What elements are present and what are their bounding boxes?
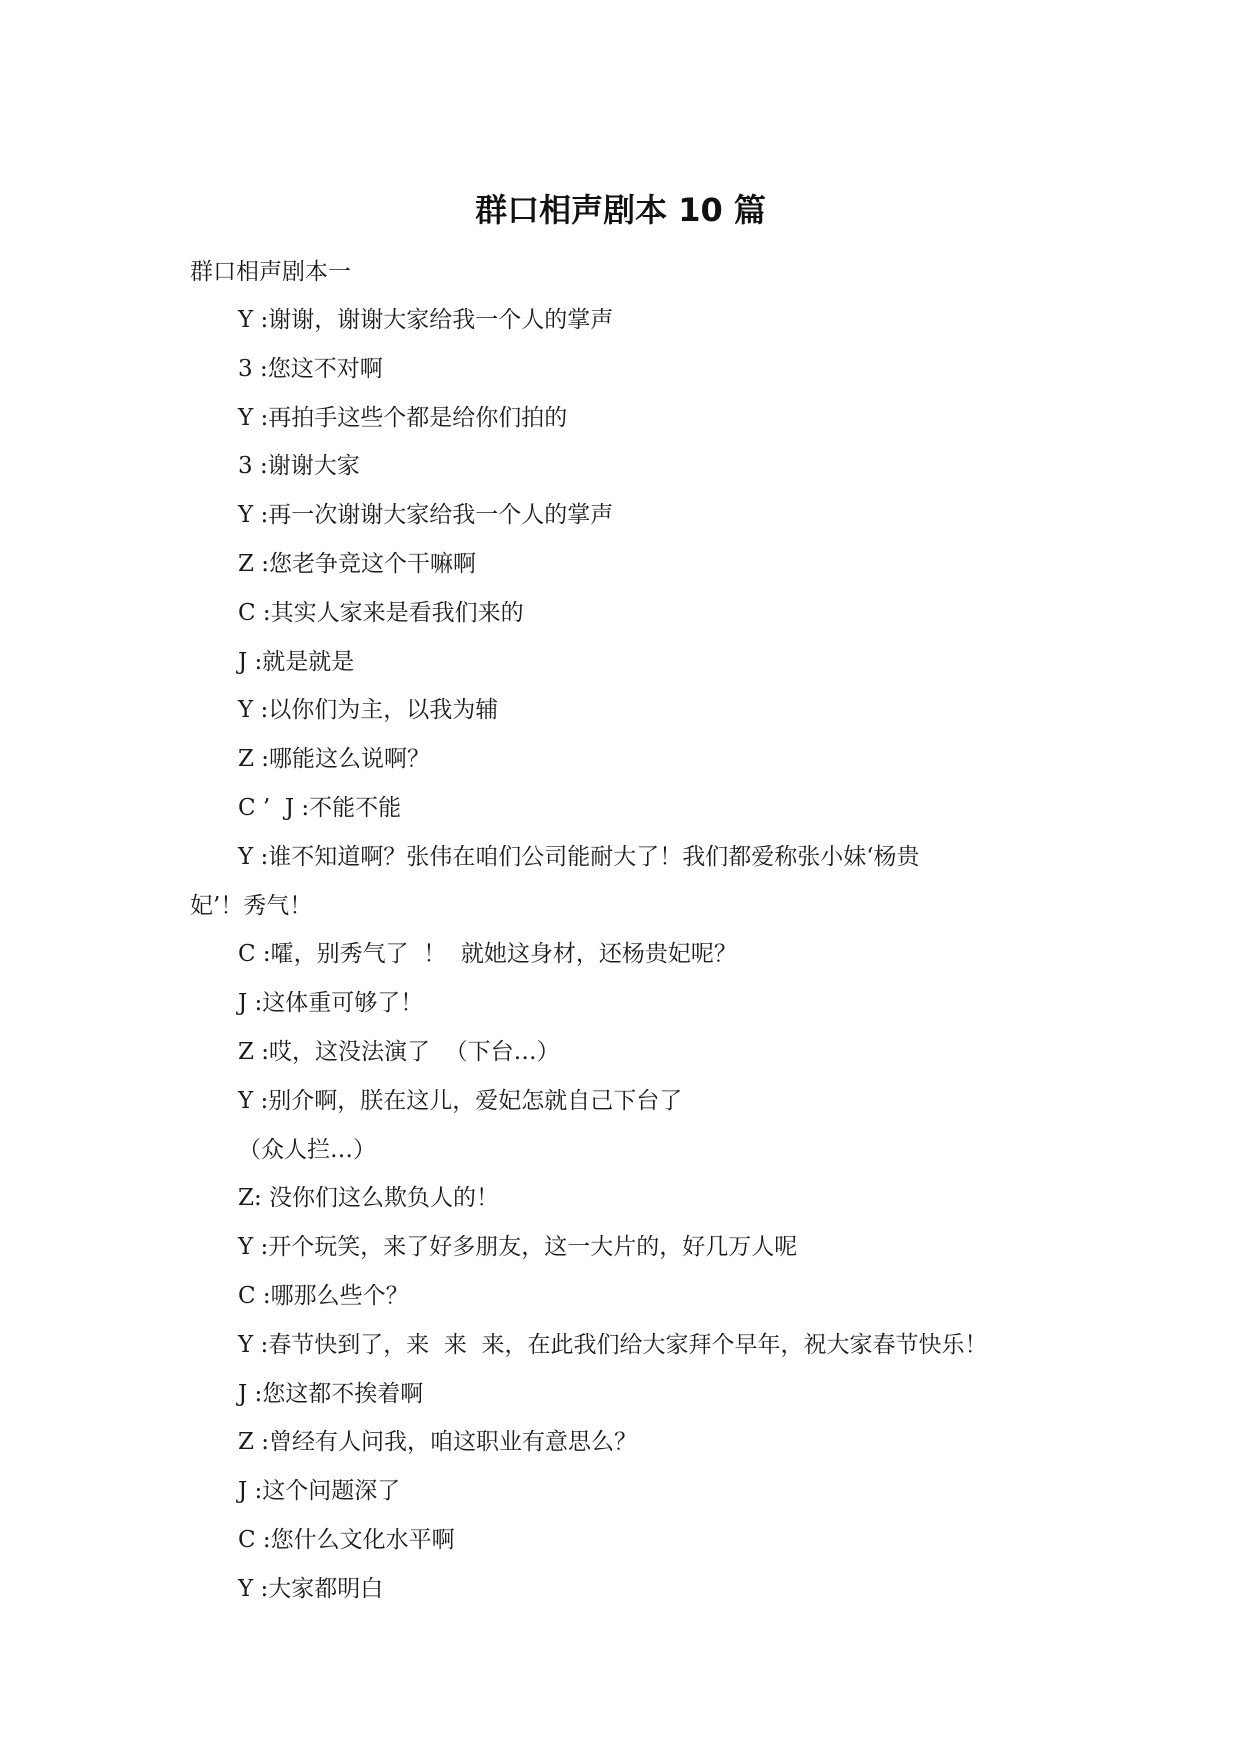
script-line: 3 :您这不对啊	[238, 356, 383, 382]
script-line: Y :开个玩笑，来了好多朋友，这一大片的，好几万人呢	[238, 1234, 798, 1260]
script-line: Y :再一次谢谢大家给我一个人的掌声	[238, 502, 614, 528]
script-line: 3 :谢谢大家	[238, 453, 360, 479]
script-line: C :哪那么些个？	[238, 1283, 409, 1309]
script-line: Y :春节快到了，来 来 来，在此我们给大家拜个早年，祝大家春节快乐！	[238, 1332, 988, 1358]
script-line: Z :哎，这没法演了 （下台…）	[238, 1039, 560, 1065]
script-line: J :这个问题深了	[238, 1478, 401, 1504]
script-line: Y :以你们为主，以我为辅	[238, 697, 499, 723]
script-line: C :其实人家来是看我们来的	[238, 600, 524, 626]
script-line: C :嚯，别秀气了 ！ 就她这身材，还杨贵妃呢？	[238, 941, 737, 967]
script-line: J :这体重可够了！	[238, 990, 424, 1016]
script-line: Z: 没你们这么欺负人的！	[238, 1185, 500, 1211]
section-heading: 群口相声剧本一	[190, 259, 351, 285]
script-line: Y :别介啊，朕在这儿，爱妃怎就自己下台了	[238, 1088, 683, 1114]
script-line: （众人拦…）	[238, 1137, 376, 1163]
script-line: Y :谁不知道啊？张伟在咱们公司能耐大了！我们都爱称张小妹‘杨贵	[238, 844, 920, 870]
document-title: 群口相声剧本 10 篇	[475, 191, 766, 229]
script-line: Z :您老争竞这个干嘛啊	[238, 551, 477, 577]
script-line: Z :曾经有人问我，咱这职业有意思么？	[238, 1429, 638, 1455]
script-line: Y :再拍手这些个都是给你们拍的	[238, 405, 568, 431]
script-line: Y :大家都明白	[238, 1576, 384, 1602]
script-line: C ’ J :不能不能	[238, 795, 402, 821]
script-line: C :您什么文化水平啊	[238, 1527, 455, 1553]
script-line: 妃’！秀气！	[190, 893, 313, 919]
script-line: J :您这都不挨着啊	[238, 1381, 424, 1407]
script-line: Y :谢谢，谢谢大家给我一个人的掌声	[238, 307, 614, 333]
script-line: J :就是就是	[238, 649, 355, 675]
script-line: Z :哪能这么说啊？	[238, 746, 431, 772]
